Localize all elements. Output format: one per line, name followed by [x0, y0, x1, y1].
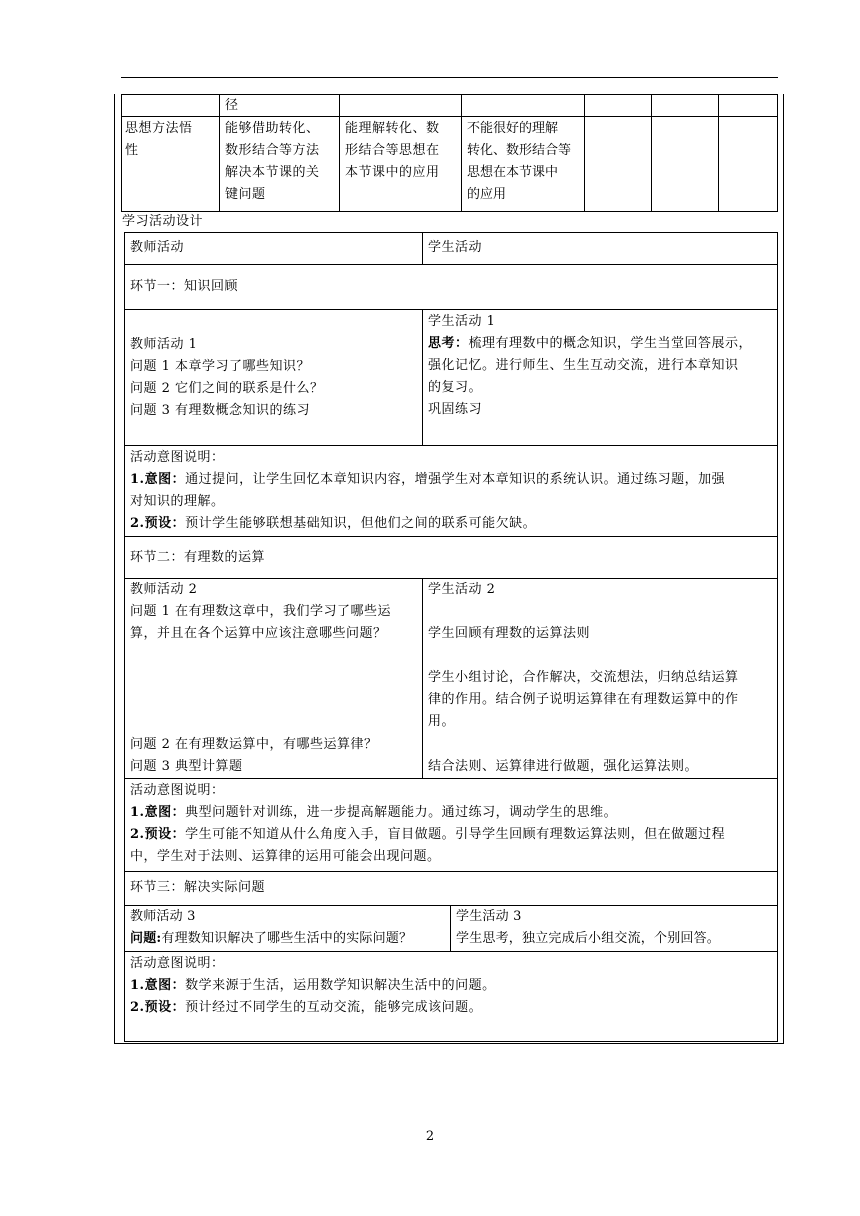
eval-method-level-a: 能够借助转化、 数形结合等方法 解决本节课的关 键问题 — [225, 121, 320, 202]
stage2-student-practice: 结合法则、运算律进行做题，强化运算法则。 — [428, 759, 699, 774]
stage2-student-review: 学生回顾有理数的运算法则 — [428, 626, 591, 641]
stage2-intent: 活动意图说明： 1.意图：典型问题针对训练，进一步提高解题能力。通过练习，调动学生的思维。 2.预设：学生可能不知道从什么角度入手，盲目做题。引导学生回顾有理数运算法则，但在做题过程 中，学生对于法则、运算律的运用可能会出现问题。 — [130, 783, 726, 864]
stage2-student-activity: 学生活动 2 — [428, 582, 496, 597]
header-teacher: 教师活动 — [130, 240, 185, 255]
stage3-student-activity: 学生活动 3 学生思考，独立完成后小组交流，个别回答。 — [456, 909, 721, 946]
eval-top-cell-2: 径 — [225, 98, 239, 113]
header-rule — [121, 77, 778, 78]
stage1-student-activity: 学生活动 1 思考：梳理有理数中的概念知识，学生当堂回答展示， 强化记忆。进行师生、生生互动交流，进行本章知识 的复习。 巩固练习 — [428, 314, 753, 417]
stage1-intent: 活动意图说明： 1.意图：通过提问，让学生回忆本章知识内容，增强学生对本章知识的系统认识。通过练习题，加强 对知识的理解。 2.预设：预计学生能够联想基础知识，但他们之间的联系可能欠缺。 — [130, 450, 726, 531]
eval-method-label: 思想方法悟 性 — [125, 121, 193, 158]
stage1-title: 环节一：知识回顾 — [130, 279, 239, 294]
eval-method-level-c: 不能很好的理解 转化、数形结合等 思想在本节课中 的应用 — [467, 121, 572, 202]
page-number: 2 — [425, 1129, 435, 1144]
activity-table — [124, 232, 778, 1042]
section-title: 学习活动设计 — [122, 214, 204, 229]
stage2-title: 环节二：有理数的运算 — [130, 550, 266, 565]
eval-method-level-b: 能理解转化、数 形结合等思想在 本节课中的应用 — [345, 121, 440, 180]
stage2-teacher-activity: 教师活动 2 问题 1 在有理数这章中，我们学习了哪些运 算，并且在各个运算中应该注意哪些问题？ — [130, 582, 392, 641]
stage2-student-discussion: 学生小组讨论，合作解决，交流想法，归纳总结运算 律的作用。结合例子说明运算律在有理数运算中的作 用。 — [428, 670, 739, 729]
stage1-teacher-activity: 教师活动 1 问题 1 本章学习了哪些知识？ 问题 2 它们之间的联系是什么？ 问题 3 有理数概念知识的练习 — [130, 337, 324, 418]
stage3-intent: 活动意图说明： 1.意图：数学来源于生活，运用数学知识解决生活中的问题。 2.预设：预计经过不同学生的互动交流，能够完成该问题。 — [130, 956, 496, 1015]
stage3-title: 环节三：解决实际问题 — [130, 880, 266, 895]
stage3-teacher-activity: 教师活动 3 问题:有理数知识解决了哪些生活中的实际问题？ — [130, 909, 413, 946]
header-student: 学生活动 — [428, 240, 483, 255]
stage2-teacher-activity-bottom: 问题 2 在有理数运算中，有哪些运算律？ 问题 3 典型计算题 — [130, 737, 378, 774]
